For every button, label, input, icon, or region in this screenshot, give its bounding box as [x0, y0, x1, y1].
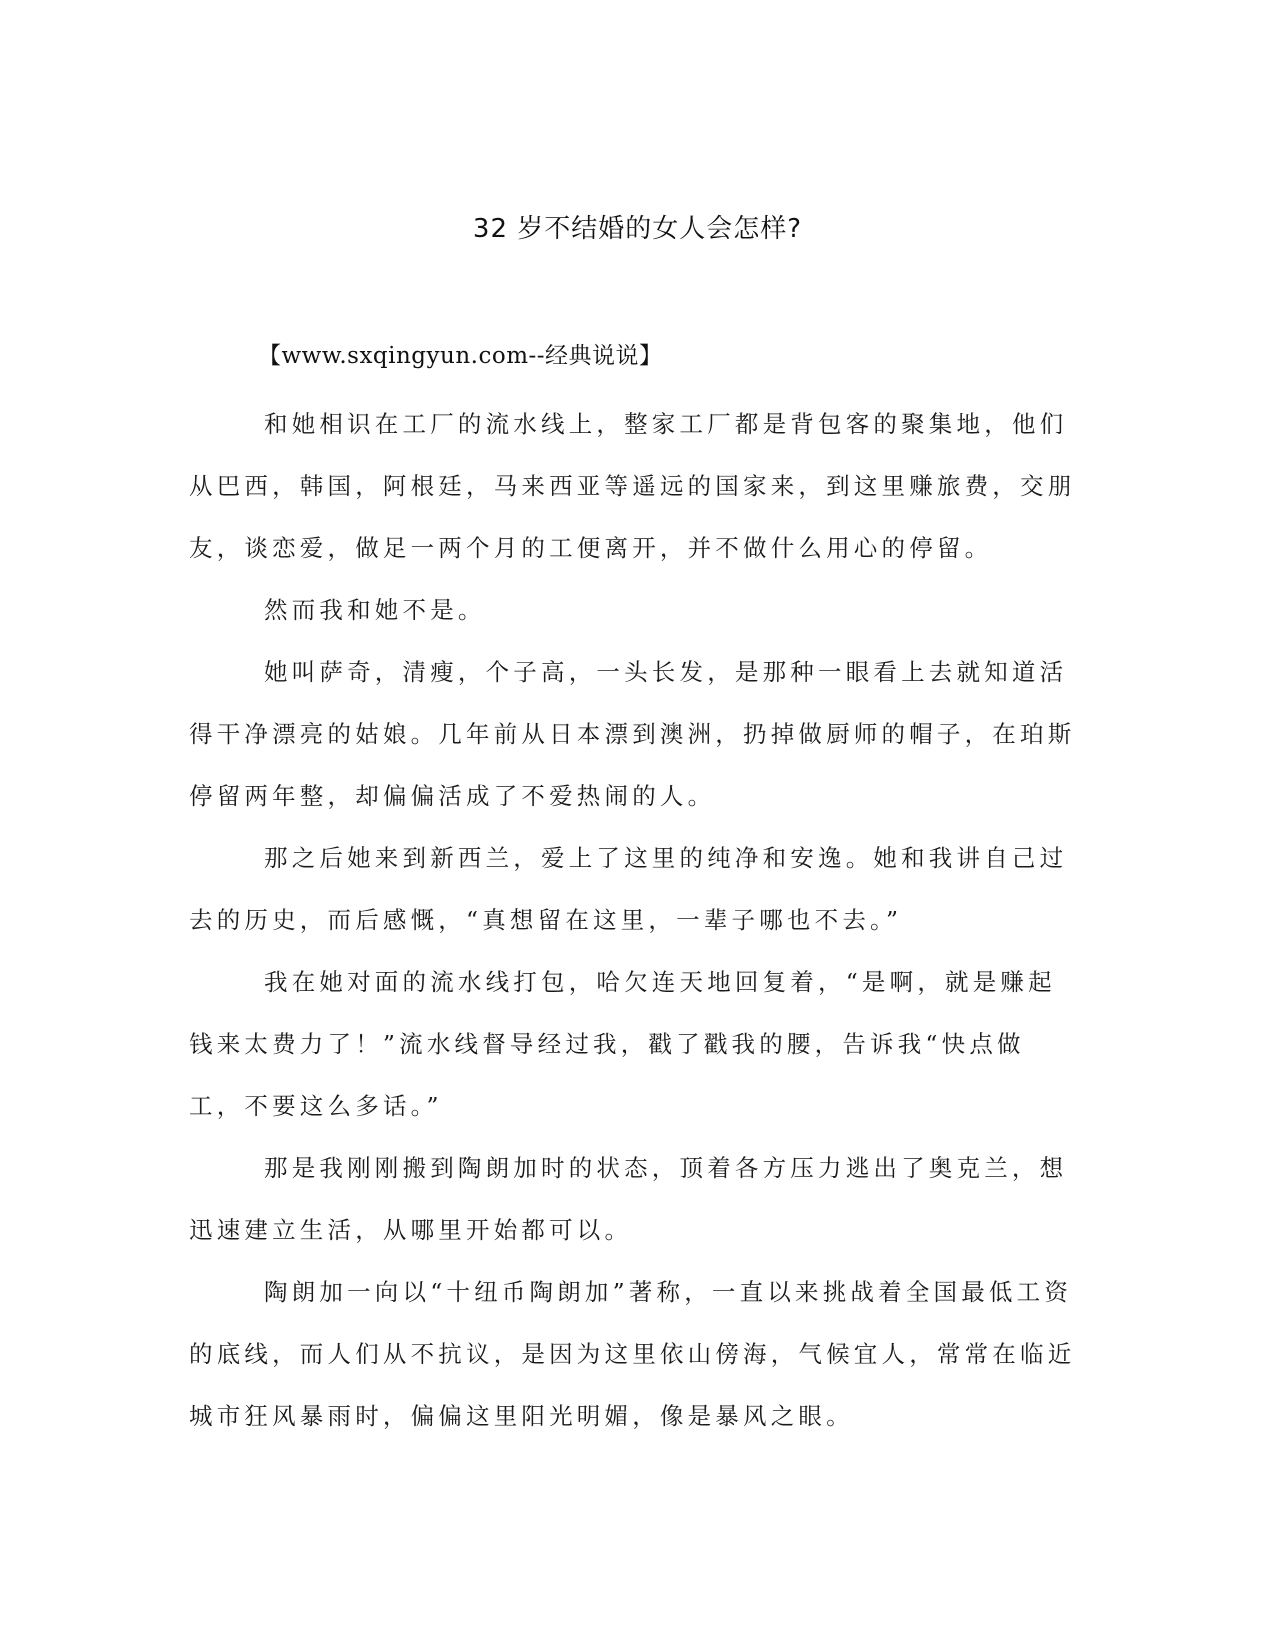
paragraph: 她叫萨奇，清瘦，个子高，一头长发，是那种一眼看上去就知道活得干净漂亮的姑娘。几年前从日本漂到澳洲，扔掉做厨师的帽子，在珀斯停留两年整，却偏偏活成了不爱热闹的人。: [189, 658, 1076, 810]
paragraph: 陶朗加一向以“十纽币陶朗加”著称，一直以来挑战着全国最低工资的底线，而人们从不抗议，是因为这里依山傍海，气候宜人，常常在临近城市狂风暴雨时，偏偏这里阳光明媚，像是暴风之眼。: [189, 1278, 1076, 1430]
paragraph: 那是我刚刚搬到陶朗加时的状态，顶着各方压力逃出了奥克兰，想迅速建立生活，从哪里开始都可以。: [189, 1154, 1068, 1244]
document-title: 32 岁不结婚的女人会怎样?: [472, 214, 803, 244]
paragraph: 然而我和她不是。: [264, 596, 486, 624]
document-body: [189, 393, 1079, 1447]
paragraph: 我在她对面的流水线打包，哈欠连天地回复着，“是啊，就是赚起钱来太费力了！”流水线督导经过我，戳了戳我的腰，告诉我“快点做工，不要这么多话。”: [189, 968, 1056, 1120]
source-line: 【www.sxqingyun.com--经典说说】: [258, 343, 663, 369]
paragraph: 那之后她来到新西兰，爱上了这里的纯净和安逸。她和我讲自己过去的历史，而后感慨，“真想留在这里，一辈子哪也不去。”: [189, 844, 1068, 934]
paragraph: 和她相识在工厂的流水线上，整家工厂都是背包客的聚集地，他们从巴西，韩国，阿根廷，马来西亚等遥远的国家来，到这里赚旅费，交朋友，谈恋爱，做足一两个月的工便离开，并不做什么用心的停留。: [189, 410, 1076, 562]
